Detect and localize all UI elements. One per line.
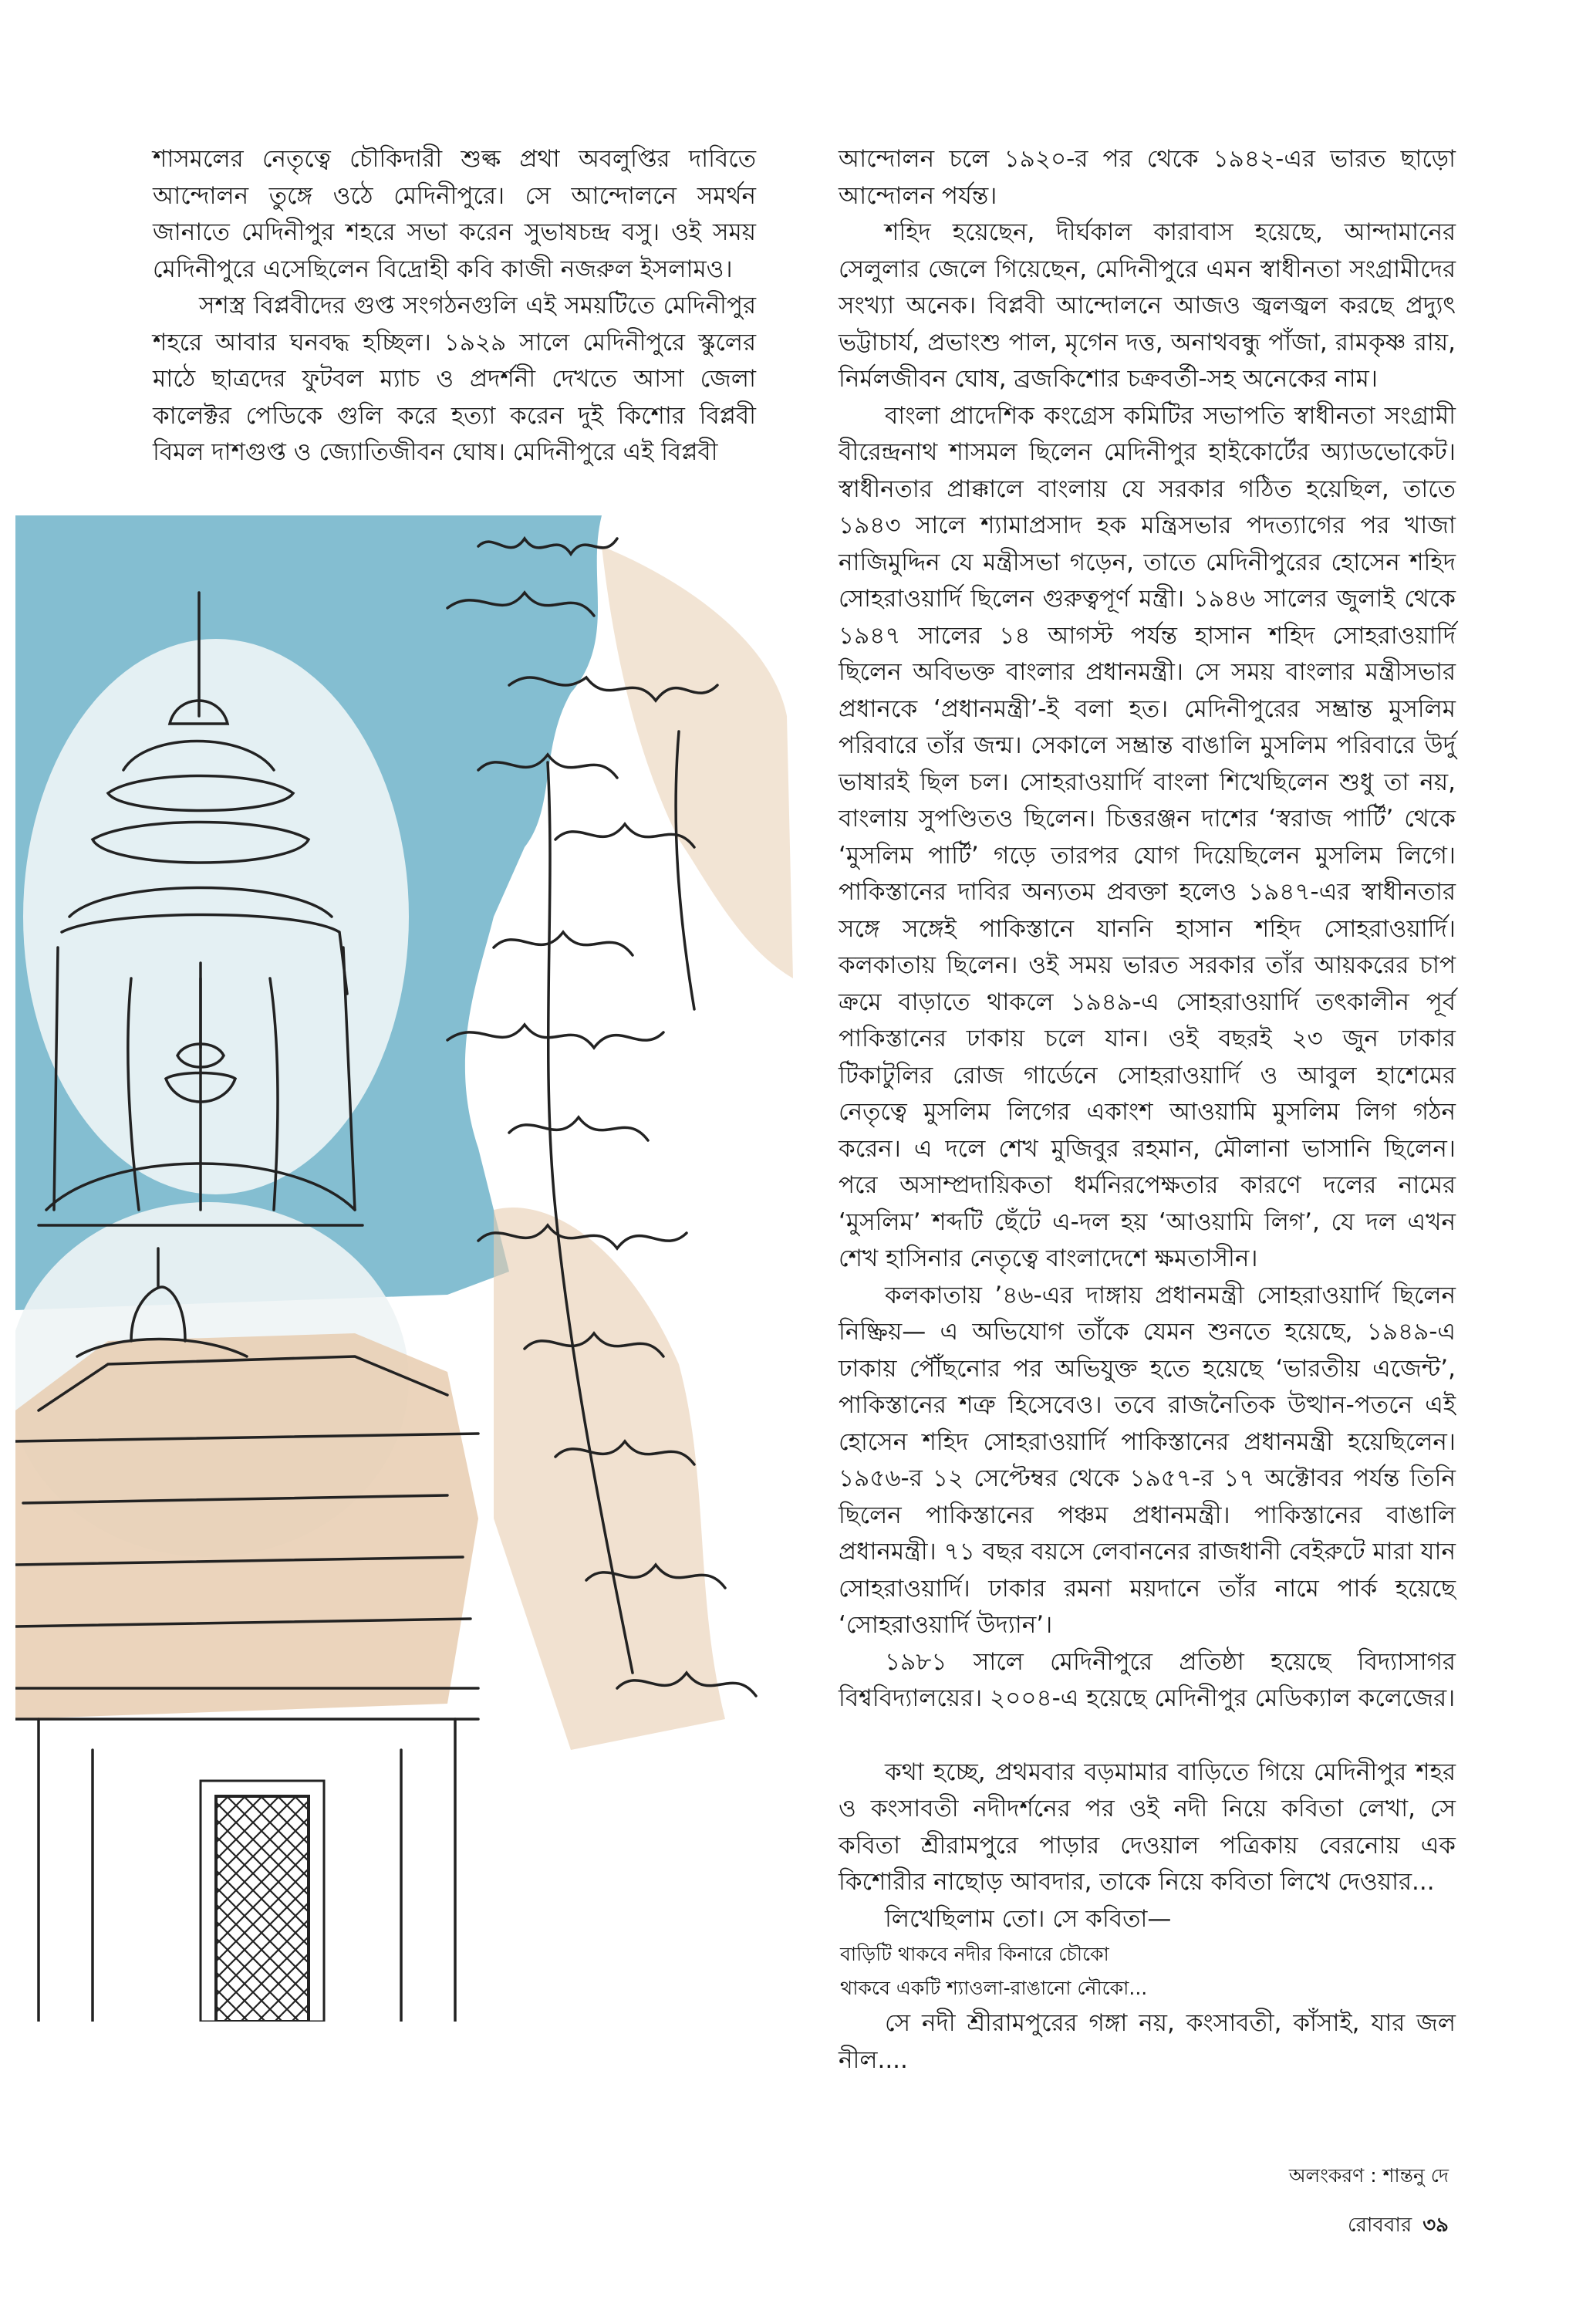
paragraph: সে নদী শ্রীরামপুরের গঙ্গা নয়, কংসাবতী, কাঁসাই, যার জল নীল.... xyxy=(839,2009,1456,2074)
page-footer xyxy=(1348,2209,1449,2243)
temple-illustration xyxy=(15,515,793,2022)
paragraph: বাংলা প্রাদেশিক কংগ্রেস কমিটির সভাপতি স্বাধীনতা সংগ্রামী বীরেন্দ্রনাথ শাসমল ছিলেন মেদিনীপুর হাইকোর্টের অ্যাডভোকেট। স্বাধীনতার প্রাক্কালে বাংলায় যে সরকার গঠিত হয়েছিল, তাতে ১৯৪৩ সালে শ্যামাপ্রসাদ হক মন্ত্রিসভার পদত্যাগের পর খাজা নাজিমুদ্দিন যে মন্ত্রীসভা গড়েন, তাতে মেদিনীপুরের হোসেন শহিদ সোহরাওয়ার্দি ছিলেন গুরুত্বপূর্ণ মন্ত্রী। ১৯৪৬ সালের জুলাই থেকে ১৯৪৭ সালের ১৪ আগস্ট পর্যন্ত হাসান শহিদ সোহরাওয়ার্দি ছিলেন অবিভক্ত বাংলার প্রধানমন্ত্রী। সে সময় বাংলার মন্ত্রীসভার প্রধানকে ‘প্রধানমন্ত্রী’-ই বলা হত। মেদিনীপুরের সম্ভ্রান্ত মুসলিম পরিবারে তাঁর জন্ম। সেকালে সম্ভ্রান্ত বাঙালি মুসলিম পরিবারে উর্দু ভাষারই ছিল চল। সোহরাওয়ার্দি বাংলা শিখেছিলেন শুধু তা নয়, বাংলায় সুপণ্ডিতও ছিলেন। চিত্তরঞ্জন দাশের ‘স্বরাজ পার্টি’ থেকে ‘মুসলিম পার্টি’ গড়ে তারপর যোগ দিয়েছিলেন মুসলিম লিগে। পাকিস্তানের দাবির অন্যতম প্রবক্তা হলেও ১৯৪৭-এর স্বাধীনতার সঙ্গে সঙ্গেই পাকিস্তানে যাননি হাসান শহিদ সোহরাওয়ার্দি। কলকাতায় ছিলেন। ওই সময় ভারত সরকার তাঁর আয়করের চাপ ক্রমে বাড়াতে থাকলে ১৯৪৯-এ সোহরাওয়ার্দি তৎকালীন পূর্ব পাকিস্তানের ঢাকায় চলে যান। ওই বছরই ২৩ জুন ঢাকার টিকাটুলির রোজ গার্ডেনে সোহরাওয়ার্দি ও আবুল হাশেমের নেতৃত্বে মুসলিম লিগের একাংশ আওয়ামি মুসলিম লিগ গঠন করেন। এ দলে শেখ মুজিবুর রহমান, মৌলানা ভাসানি ছিলেন। পরে অসাম্প্রদায়িকতা ধর্মনিরপেক্ষতার কারণে দলের নামের ‘মুসলিম’ শব্দটি ছেঁটে এ-দল হয় ‘আওয়ামি লিগ’, যে দল এখন শেখ হাসিনার নেতৃত্বে বাংলাদেশে ক্ষমতাসীন। xyxy=(839,401,1456,1272)
page-number: ৩৯ xyxy=(1422,2214,1449,2237)
verse-line: বাড়িটি থাকবে নদীর কিনারে চৌকো xyxy=(840,1943,1109,1965)
verse-line: থাকবে একটি শ্যাওলা-রাঙানো নৌকো... xyxy=(840,1977,1148,1999)
right-column xyxy=(839,141,1456,2079)
paragraph: শহিদ হয়েছেন, দীর্ঘকাল কারাবাস হয়েছে, আন্দামানের সেলুলার জেলে গিয়েছেন, মেদিনীপুরে এমন স্বাধীনতা সংগ্রামীদের সংখ্যা অনেক। বিপ্লবী আন্দোলনে আজও জ্বলজ্বল করছে প্রদ্যুৎ ভট্টাচার্য, প্রভাংশু পাল, মৃগেন দত্ত, অনাথবন্ধু পাঁজা, রামকৃষ্ণ রায়, নির্মলজীবন ঘোষ, ব্রজকিশোর চক্রবর্তী-সহ অনেকের নাম। xyxy=(839,218,1456,393)
paragraph: আন্দোলন চলে ১৯২০-র পর থেকে ১৯৪২-এর ভারত ছাড়ো আন্দোলন পর্যন্ত। xyxy=(839,145,1456,210)
paragraph: লিখেছিলাম তো। সে কবিতা— xyxy=(885,1904,1172,1933)
magazine-name: রোববার xyxy=(1348,2214,1412,2237)
paragraph: কথা হচ্ছে, প্রথমবার বড়মামার বাড়িতে গিয়ে মেদিনীপুর শহর ও কংসাবতী নদীদর্শনের পর ওই নদী নিয়ে কবিতা লেখা, সে কবিতা শ্রীরামপুরে পাড়ার দেওয়াল পত্রিকায় বেরনোয় এক কিশোরীর নাছোড় আবদার, তাকে নিয়ে কবিতা লিখে দেওয়ার... xyxy=(839,1758,1456,1896)
paragraph: সশস্ত্র বিপ্লবীদের গুপ্ত সংগঠনগুলি এই সময়টিতে মেদিনীপুর শহরে আবার ঘনবদ্ধ হচ্ছিল। ১৯২৯ সালে মেদিনীপুরে স্কুলের মাঠে ছাত্রদের ফুটবল ম্যাচ ও প্রদর্শনী দেখতে আসা জেলা কালেক্টর পেডিকে গুলি করে হত্যা করেন দুই কিশোর বিপ্লবী বিমল দাশগুপ্ত ও জ্যোতিজীবন ঘোষ। মেদিনীপুরে এই বিপ্লবী xyxy=(153,292,756,466)
paragraph: শাসমলের নেতৃত্বে চৌকিদারী শুল্ক প্রথা অবলুপ্তির দাবিতে আন্দোলন তুঙ্গে ওঠে মেদিনীপুরে। সে আন্দোলনে সমর্থন জানাতে মেদিনীপুর শহরে সভা করেন সুভাষচন্দ্র বসু। ওই সময় মেদিনীপুরে এসেছিলেন বিদ্রোহী কবি কাজী নজরুল ইসলামও। xyxy=(153,145,756,283)
paragraph: কলকাতায় ’৪৬-এর দাঙ্গায় প্রধানমন্ত্রী সোহরাওয়ার্দি ছিলেন নিষ্ক্রিয়— এ অভিযোগ তাঁকে যেমন শুনতে হয়েছে, ১৯৪৯-এ ঢাকায় পৌঁছনোর পর অভিযুক্ত হতে হয়েছে ‘ভারতীয় এজেন্ট’, পাকিস্তানের শত্রু হিসেবেও। তবে রাজনৈতিক উত্থান-পতনে এই হোসেন শহিদ সোহরাওয়ার্দি পাকিস্তানের প্রধানমন্ত্রী হয়েছিলেন। ১৯৫৬-র ১২ সেপ্টেম্বর থেকে ১৯৫৭-র ১৭ অক্টোবর পর্যন্ত তিনি ছিলেন পাকিস্তানের পঞ্চম প্রধানমন্ত্রী। পাকিস্তানের বাঙালি প্রধানমন্ত্রী। ৭১ বছর বয়সে লেবাননের রাজধানী বেইরুটে মারা যান সোহরাওয়ার্দি। ঢাকার রমনা ময়দানে তাঁর নামে পার্ক হয়েছে ‘সোহরাওয়ার্দি উদ্যান’। xyxy=(839,1281,1456,1639)
stone-wash xyxy=(15,1333,478,1719)
paragraph: ১৯৮১ সালে মেদিনীপুরে প্রতিষ্ঠা হয়েছে বিদ্যাসাগর বিশ্ববিদ্যালয়ের। ২০০৪-এ হয়েছে মেদিনীপুর মেডিক্যাল কলেজের। xyxy=(839,1647,1456,1712)
left-column xyxy=(153,141,756,471)
illustration-credit: অলংকরণ : শান্তনু দে xyxy=(1288,2164,1449,2187)
lattice-window xyxy=(216,1796,309,2022)
